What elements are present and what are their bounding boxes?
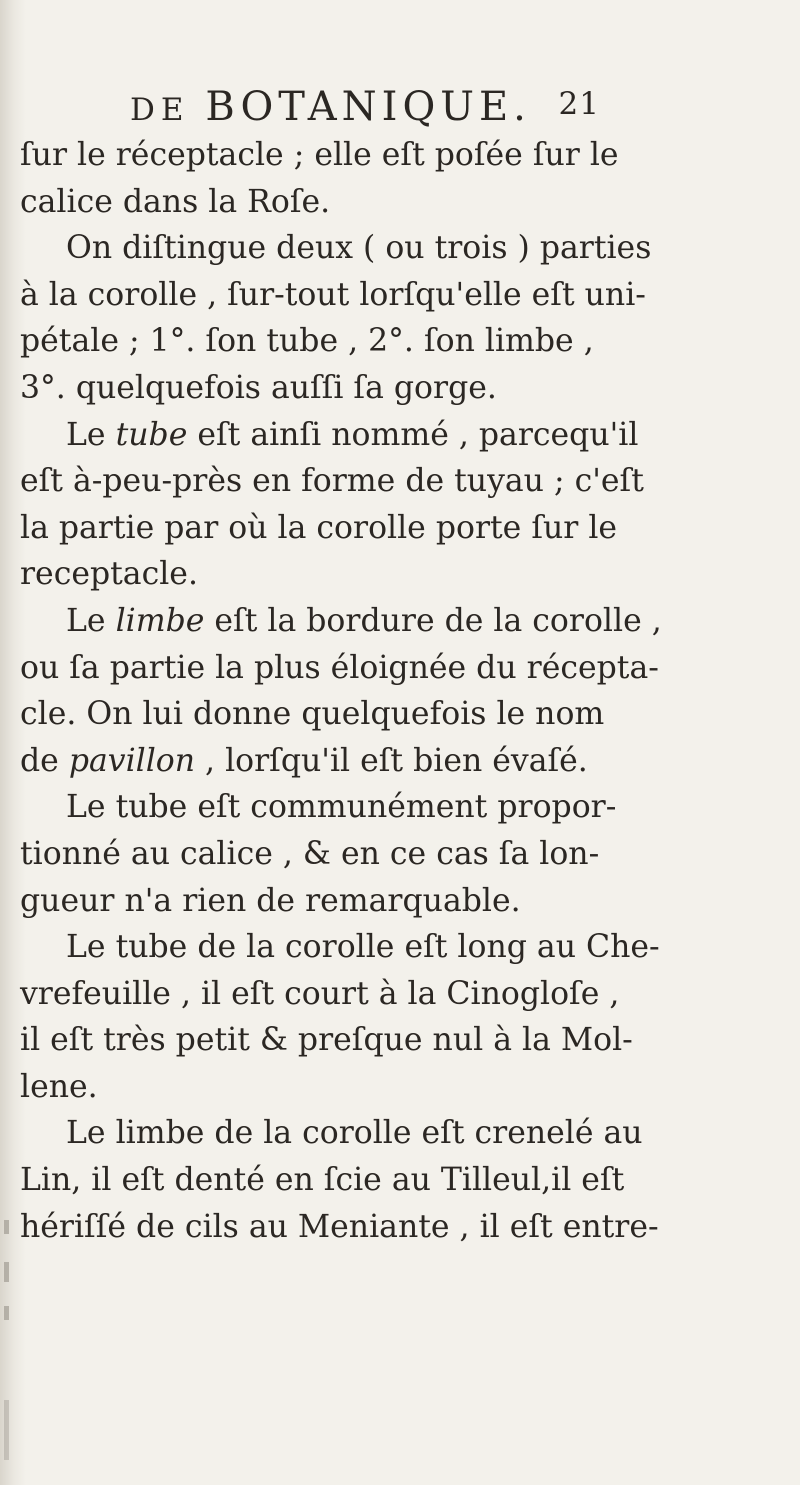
running-header bbox=[130, 84, 600, 128]
text-segment: Le tube de la corolle eſt long au Che- bbox=[66, 929, 660, 966]
text-segment: pétale ; 1°. ſon tube , 2°. ſon limbe , bbox=[20, 323, 594, 360]
text-line bbox=[20, 318, 620, 365]
text-segment: Le bbox=[66, 602, 116, 639]
text-segment: receptacle. bbox=[20, 556, 198, 593]
text-line bbox=[20, 132, 620, 179]
text-segment: cle. On lui donne quelquefois le nom bbox=[20, 696, 605, 733]
text-line bbox=[20, 691, 620, 738]
text-segment: gueur n'a rien de remarquable. bbox=[20, 882, 521, 919]
text-line bbox=[20, 225, 652, 272]
text-line bbox=[20, 738, 620, 785]
text-line bbox=[20, 272, 646, 319]
text-line bbox=[20, 1157, 625, 1204]
text-segment: eſt ainſi nommé , parcequ'il bbox=[187, 416, 639, 453]
text-line bbox=[20, 179, 620, 226]
text-segment: 3°. quelquefois auſſi ſa gorge. bbox=[20, 369, 497, 406]
text-line bbox=[20, 551, 620, 598]
text-segment: Lin, il eſt denté en ſcie au Tilleul,il eſt bbox=[20, 1162, 625, 1199]
text-line bbox=[20, 831, 620, 878]
text-line bbox=[20, 645, 659, 692]
text-line bbox=[20, 365, 620, 412]
page-number: 21 bbox=[558, 86, 600, 122]
text-line bbox=[20, 1204, 659, 1251]
text-segment: hériſſé de cils au Meniante , il eſt entre- bbox=[20, 1208, 659, 1245]
italic-term: limbe bbox=[115, 602, 205, 639]
text-segment: , lorſqu'il eſt bien évaſé. bbox=[195, 742, 588, 779]
running-title-main: BOTANIQUE. bbox=[205, 84, 531, 130]
text-line bbox=[20, 412, 639, 459]
text-segment: On diſtingue deux ( ou trois ) parties bbox=[66, 230, 652, 267]
text-segment: ſur le réceptacle ; elle eſt poſée ſur le bbox=[20, 137, 619, 173]
italic-term: pavillon bbox=[68, 742, 196, 779]
text-line bbox=[20, 598, 662, 645]
text-line bbox=[20, 458, 644, 505]
text-segment: calice dans la Roſe. bbox=[20, 183, 331, 220]
text-segment: Le bbox=[66, 416, 116, 453]
italic-term: tube bbox=[115, 416, 188, 453]
text-line bbox=[20, 971, 620, 1018]
text-line bbox=[20, 1110, 643, 1157]
text-segment: eſt la bordure de la corolle , bbox=[204, 602, 662, 639]
text-segment: à la corolle , ſur-tout lorſqu'elle eſt uni- bbox=[20, 276, 646, 313]
text-segment: ou ſa partie la plus éloignée du récepta- bbox=[20, 649, 659, 686]
text-segment: il eſt très petit & preſque nul à la Mol- bbox=[20, 1022, 633, 1059]
text-line bbox=[20, 505, 620, 552]
text-line bbox=[20, 1017, 633, 1064]
text-line bbox=[20, 1064, 620, 1111]
body-text bbox=[20, 132, 662, 1250]
text-segment: Le limbe de la corolle eſt crenelé au bbox=[66, 1115, 643, 1152]
text-line bbox=[20, 924, 660, 971]
text-segment: vrefeuille , il eſt court à la Cinogloſe , bbox=[20, 975, 620, 1012]
text-segment: eſt à-peu-près en forme de tuyau ; c'eſt bbox=[20, 463, 644, 500]
running-title-prefix: DE bbox=[130, 92, 206, 128]
text-segment: lene. bbox=[20, 1068, 98, 1105]
text-segment: tionné au calice , & en ce cas ſa lon- bbox=[20, 835, 600, 872]
running-title bbox=[130, 84, 531, 130]
text-segment: de bbox=[20, 742, 69, 779]
text-line bbox=[20, 878, 620, 925]
text-segment: la partie par où la corolle porte ſur le bbox=[20, 509, 618, 546]
text-segment: Le tube eſt communément propor- bbox=[66, 789, 617, 826]
text-line bbox=[20, 784, 620, 831]
